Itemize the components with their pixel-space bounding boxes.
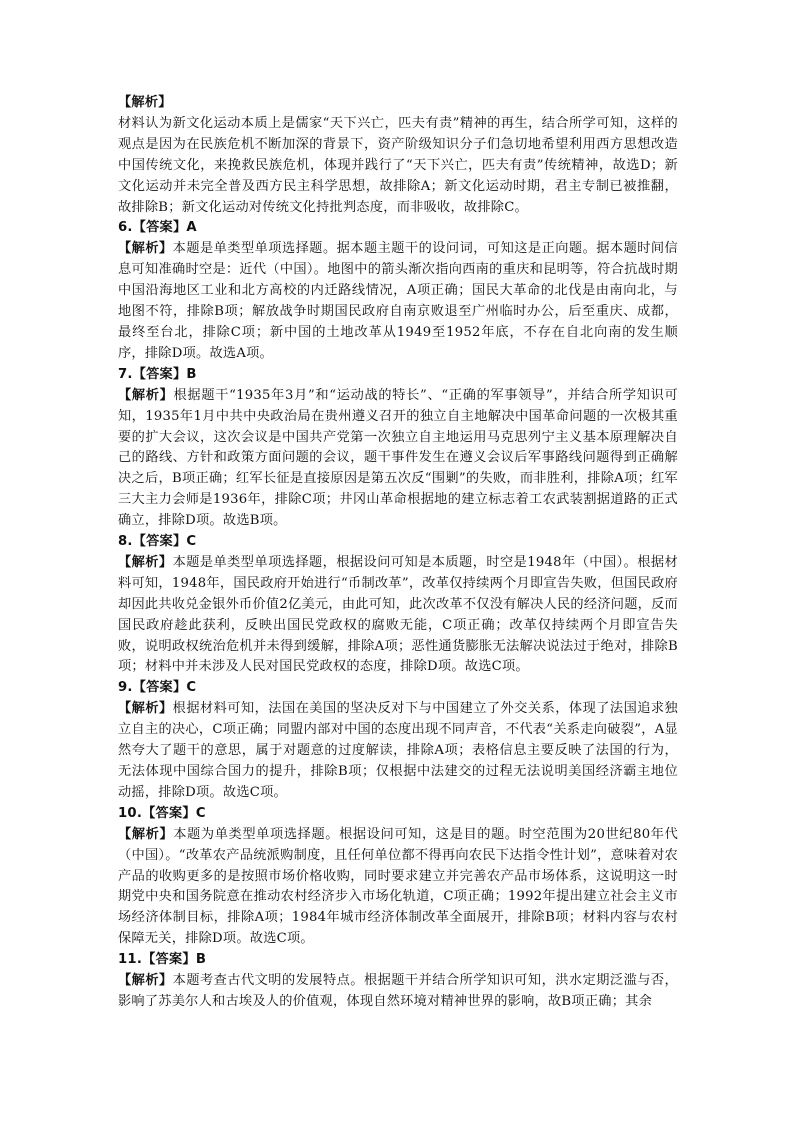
answer-9: 9.【答案】C xyxy=(118,680,197,696)
analysis-8: 【解析】本题是单类型单项选择题，根据设问可知是本质题，时空是1948年（中国）。根据材料可知，1948年，国民政府开始进行“币制改革”，改革仅持续两个月即宣告失败，但国民政府却因此共收兑金银外币价值2亿美元，由此可知，此次改革不仅没有解决人民的经济问题，反而国民政府趁此获利，反映出国民党政权的腐败无能，C项正确；改革仅持续两个月即宣告失败，说明政权统治危机并未得到缓解，排除A项；恶性通货膨胀无法解决说法过于绝对，排除B项；材料中并未涉及人民对国民党政权的态度，排除D项。故选C项。 xyxy=(118,554,679,675)
analysis-body-5: 材料认为新文化运动本质上是儒家“天下兴亡，匹夫有责”精神的再生，结合所学可知，这样的观点是因为在民族危机不断加深的背景下，资产阶级知识分子们急切地希望利用西方思想改造中国传统文化，来挽救民族危机，体现并践行了“天下兴亡，匹夫有责”传统精神，故选D；新文化运动并未完全普及西方民主科学思想，故排除A；新文化运动时期，君主专制已被推翻，故排除B；新文化运动对传统文化持批判态度，而非吸收，故排除C。 xyxy=(118,115,678,215)
analysis-7: 【解析】根据题干“1935年3月”和“运动战的特长”、“正确的军事领导”，并结合所学知识可知，1935年1月中共中央政治局在贵州遵义召开的独立自主地解决中国革命问题的一次极其重要的扩大会议，这次会议是中国共产党第一次独立自主地运用马克思列宁主义基本原理解决自己的路线、方针和政策方面问题的会议，题干事件发生在遵义会议后军事路线问题得到正确解决之后，B项正确；红军长征是直接原因是第五次反“围剿”的失败，而非胜利，排除A项；红军三大主力会师是1936年，排除C项；井冈山革命根据地的建立标志着工农武装割据道路的正式确立，排除D项。故选B项。 xyxy=(118,387,678,529)
answer-6: 6.【答案】A xyxy=(118,220,197,236)
analysis-heading-5: 【解析】 xyxy=(118,95,172,110)
analysis-10: 【解析】本题为单类型单项选择题。根据设问可知，这是目的题。时空范围为20世纪80年代（中国）。“改革农产品统派购制度，且任何单位都不得再向农民下达指令性计划”，意味着对农产品的收购更多的是按照市场价格收购，同时要求建立并完善农产品市场体系，这说明这一时期党中央和国务院意在推动农村经济步入市场化轨道，C项正确；1992年提出建立社会主义市场经济体制目标，排除A项；1984年城市经济体制改革全面展开，排除B项；材料内容与农村保障无关，排除D项。故选C项。 xyxy=(118,826,679,947)
answer-11: 11.【答案】B xyxy=(118,952,207,968)
analysis-11: 【解析】本题考查古代文明的发展特点。根据题干并结合所学知识可知，洪水定期泛滥与否，影响了苏美尔人和古埃及人的价值观，体现自然环境对精神世界的影响，故B项正确；其余 xyxy=(118,973,678,1009)
answer-10: 10.【答案】C xyxy=(118,805,206,821)
analysis-9: 【解析】根据材料可知，法国在美国的坚决反对下与中国建立了外交关系，体现了法国追求独立自主的决心，C项正确；同盟内部对中国的态度出现不同声音，不代表“关系走向破裂”，A显然夸大了题干的意思，属于对题意的过度解读，排除A项；表格信息主要反映了法国的行为，无法体现中国综合国力的提升，排除B项；仅根据中法建交的过程无法说明美国经济霸主地位动摇，排除D项。故选C项。 xyxy=(118,701,678,800)
answer-8: 8.【答案】C xyxy=(118,534,197,550)
answer-analysis-document xyxy=(118,93,678,1013)
answer-7: 7.【答案】B xyxy=(118,366,197,382)
analysis-6: 【解析】本题是单类型单项选择题。据本题主题干的设问词，可知这是正向题。据本题时间信息可知准确时空是：近代（中国）。地图中的箭头渐次指向西南的重庆和昆明等，符合抗战时期中国沿海地区工业和北方高校的内迁路线情况，A项正确；国民大革命的北伐是由南向北，与地图不符，排除B项；解放战争时期国民政府自南京败退至广州临时办公，后至重庆、成都，最终至台北，排除C项；新中国的土地改革从1949至1952年底，不存在自北向南的发生顺序，排除D项。故选A项。 xyxy=(118,241,678,361)
